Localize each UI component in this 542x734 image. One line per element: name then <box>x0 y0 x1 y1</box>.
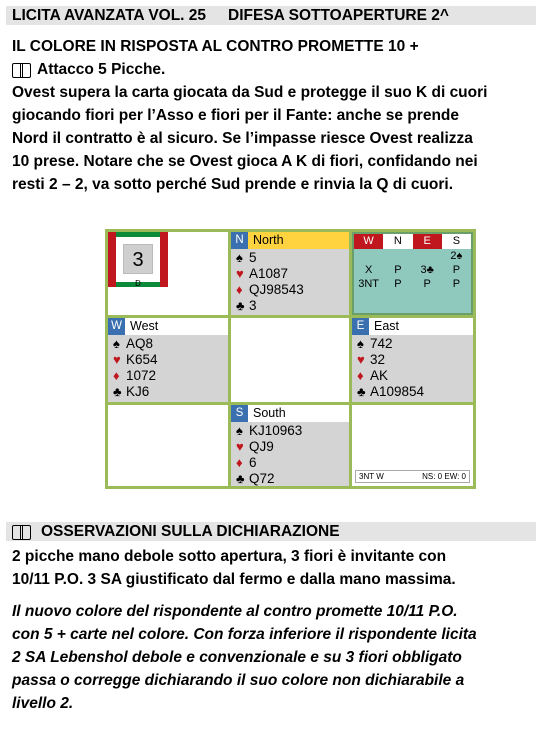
bid <box>383 249 412 263</box>
opening-lead <box>12 58 534 81</box>
west-hand <box>108 318 228 402</box>
analysis-line: resti 2 – 2, va sotto perché Sud prende e rinvia la Q di cuori. <box>12 176 454 193</box>
analysis-line: Ovest supera la carta giocata da Sud e protegge il suo K di cuori <box>12 84 488 101</box>
notes-line: 2 SA Lebenshol debole e convenzionale e su 3 fiori obbligato <box>12 649 462 666</box>
analysis-paragraph <box>12 81 534 196</box>
hearts-holding <box>236 266 349 282</box>
clubs-holding <box>236 471 349 487</box>
dealer-vulnerability-indicator <box>108 232 168 287</box>
board-info-cell <box>108 232 228 315</box>
cards: 742 <box>370 336 393 351</box>
bidding-header <box>354 234 471 249</box>
heart-icon: ♥ <box>113 352 121 367</box>
hearts-holding <box>357 352 473 368</box>
notes-line: con 5 + carte nel colore. Con forza inferiore il rispondente licita <box>12 626 477 643</box>
bid: P <box>452 264 461 276</box>
cards: AQ8 <box>126 336 154 351</box>
west-hand-header <box>108 318 228 335</box>
problem-subtitle: IL COLORE IN RISPOSTA AL CONTRO PROMETTE 10 + <box>12 38 419 55</box>
cards: KJ6 <box>126 384 150 399</box>
empty-cell <box>108 405 228 486</box>
hearts-holding <box>113 352 228 368</box>
north-hand-header <box>231 232 349 249</box>
club-icon: ♣ <box>357 384 366 399</box>
page-header <box>6 6 536 25</box>
notes-line: livello 2. <box>12 695 74 712</box>
club-icon: ♣ <box>236 471 245 486</box>
bid: P <box>452 278 461 290</box>
cards: 3 <box>249 298 257 313</box>
bidding-notes-paragraph <box>12 545 534 591</box>
heart-icon: ♥ <box>236 266 244 281</box>
bid-header-south: S <box>442 234 471 249</box>
notes-line: Il nuovo colore del rispondente al contro promette 10/11 P.O. <box>12 603 458 620</box>
cards: KJ10963 <box>249 423 303 438</box>
player-name-south: South <box>253 406 286 420</box>
spades-holding <box>236 423 349 439</box>
club-icon: ♣ <box>113 384 122 399</box>
player-name-west: West <box>130 319 159 333</box>
spade-icon: ♠ <box>113 336 120 351</box>
spades-holding <box>113 336 228 352</box>
convention-notes-paragraph <box>12 600 534 715</box>
bid: P <box>423 278 431 290</box>
cards: K654 <box>126 352 158 367</box>
seat-badge-east: E <box>352 318 369 335</box>
diamond-icon: ♦ <box>236 282 243 297</box>
diamonds-holding <box>357 368 473 384</box>
series-title: LICITA AVANZATA VOL. 25 <box>12 7 207 24</box>
south-hand <box>231 405 349 486</box>
score-label: NS: 0 EW: 0 <box>422 472 466 481</box>
club-icon: ♣ <box>236 298 245 313</box>
cards: 32 <box>370 352 386 367</box>
open-book-icon <box>12 524 31 539</box>
analysis-line: giocando fiori per l’Asso e fiori per il Fante: anche se prende <box>12 107 460 124</box>
diamonds-holding <box>236 282 349 298</box>
seat-badge-west: W <box>108 318 125 335</box>
cards: 6 <box>249 455 257 470</box>
cards: QJ98543 <box>249 282 304 297</box>
clubs-holding <box>113 384 228 400</box>
east-hand-header <box>352 318 473 335</box>
analysis-line: Nord il contratto è al sicuro. Se l’impasse riesce Ovest realizza <box>12 130 473 147</box>
player-name-east: East <box>374 319 400 333</box>
diamond-icon: ♦ <box>113 368 120 383</box>
vulnerability-bar-ns-top <box>116 232 160 237</box>
cards: 5 <box>249 250 257 265</box>
clubs-holding <box>357 384 473 400</box>
cards: A1087 <box>249 266 289 281</box>
bid: 2♠ <box>450 250 463 262</box>
bidding-box <box>352 232 473 315</box>
bid: P <box>394 264 402 276</box>
bid: 3♣ <box>420 264 434 276</box>
seat-badge-north: N <box>231 232 248 249</box>
player-name-north: North <box>253 233 284 247</box>
diamond-icon: ♦ <box>236 455 243 470</box>
bridge-board <box>105 229 476 489</box>
bid: 3NT <box>358 278 380 290</box>
bidding-round <box>354 263 471 277</box>
north-hand <box>231 232 349 315</box>
bid-header-east: E <box>413 234 442 249</box>
clubs-holding <box>236 298 349 314</box>
bid: P <box>394 278 402 290</box>
table-center <box>231 318 349 402</box>
topic-title: DIFESA SOTTOAPERTURE 2^ <box>228 7 449 24</box>
analysis-line: 10 prese. Notare che se Ovest gioca A K di fiori, confidando nei <box>12 153 478 170</box>
section-header <box>6 522 536 541</box>
bid: X <box>364 264 373 276</box>
opening-lead-text: Attacco 5 Picche. <box>37 61 166 78</box>
seat-badge-south: S <box>231 405 248 422</box>
section-title: OSSERVAZIONI SULLA DICHIARAZIONE <box>41 523 340 540</box>
board-number: 3 <box>123 244 153 274</box>
contract-status-bar <box>355 470 470 483</box>
open-book-icon <box>12 62 31 77</box>
diamonds-holding <box>236 455 349 471</box>
bidding-round <box>354 249 471 263</box>
bidding-round <box>354 277 471 291</box>
cards: A109854 <box>370 384 425 399</box>
spade-icon: ♠ <box>357 336 364 351</box>
notes-line: passa o corregge dichiarando il suo colore non dichiarabile a <box>12 672 465 689</box>
heart-icon: ♥ <box>357 352 365 367</box>
spades-holding <box>357 336 473 352</box>
bid-header-north: N <box>383 234 412 249</box>
diamonds-holding <box>113 368 228 384</box>
bid-header-west: W <box>354 234 383 249</box>
heart-icon: ♥ <box>236 439 244 454</box>
east-hand <box>352 318 473 402</box>
diamond-icon: ♦ <box>357 368 364 383</box>
notes-line: 10/11 P.O. 3 SA giustificato dal fermo e dalla mano massima. <box>12 571 456 588</box>
cards: AK <box>370 368 389 383</box>
notes-line: 2 picche mano debole sotto apertura, 3 fiori è invitante con <box>12 548 447 565</box>
dealer-label: D <box>135 279 141 288</box>
cards: 1072 <box>126 368 157 383</box>
bid <box>413 249 442 263</box>
cards: Q72 <box>249 471 275 486</box>
spades-holding <box>236 250 349 266</box>
south-hand-header <box>231 405 349 422</box>
contract-label: 3NT W <box>359 472 384 481</box>
cards: QJ9 <box>249 439 274 454</box>
result-cell <box>352 405 473 486</box>
spade-icon: ♠ <box>236 250 243 265</box>
bid <box>354 249 383 263</box>
hearts-holding <box>236 439 349 455</box>
spade-icon: ♠ <box>236 423 243 438</box>
